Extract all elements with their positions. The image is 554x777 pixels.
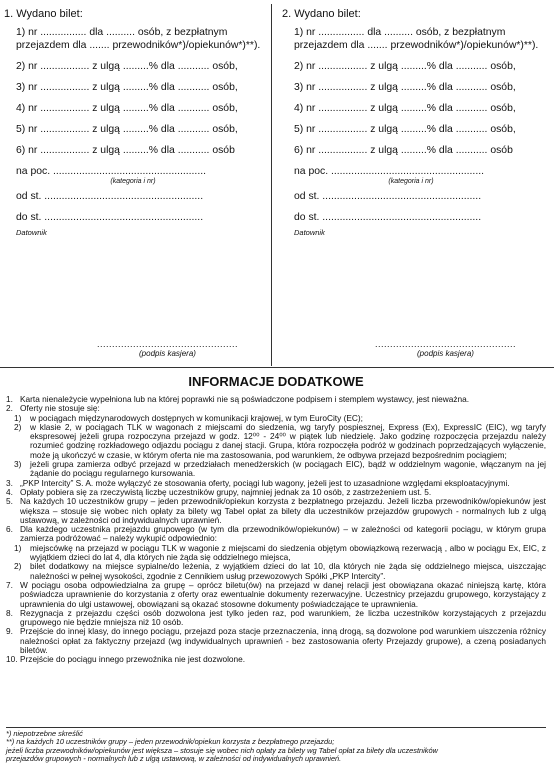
ticket-row[interactable]: 6) nr ................. z ulgą .........% dla ........... osób	[294, 145, 513, 156]
info-item	[6, 423, 546, 460]
ticket-row[interactable]: 2) nr ................. z ulgą .........% dla ........... osób,	[16, 61, 238, 72]
info-item-text: „PKP Intercity” S. A. może wyłączyć ze stosowania oferty, pociągi lub wagony, jeżeli jest to uzasadnione względami eksploatacyjnymi.	[20, 477, 510, 488]
date-stamp-label: Datownik	[294, 228, 325, 237]
info-item	[6, 655, 546, 664]
ticket-row[interactable]: 5) nr ................. z ulgą .........% dla ........... osób,	[16, 124, 238, 135]
ticket-row[interactable]: 4) nr ................. z ulgą .........% dla ........... osób,	[294, 103, 516, 114]
train-field[interactable]: na poc. .....................................................	[294, 166, 484, 177]
ticket-title: 1. Wydano bilet:	[4, 8, 83, 20]
from-station-field[interactable]: od st. .......................................................	[16, 191, 204, 202]
info-item	[6, 562, 546, 581]
section-divider	[0, 367, 554, 368]
info-item-number: 2)	[14, 421, 22, 432]
info-item-number: 2)	[14, 561, 22, 572]
train-field[interactable]: na poc. .....................................................	[16, 166, 206, 177]
ticket-section	[0, 0, 554, 368]
info-item-text: W pociągu osoba odpowiedzialna za grupę – oprócz biletu(ów) na przejazd w danej relacji jest obowiązana okazać niniejszą kartę, która poświadcza uprawnienie do korzystania z oferty oraz ewentualnie dokumenty rezerwacyjne. Uczestnicy przejazdu grupowego, korzystający z uprawnienia do ulgi ustawowej, obowiązani są okazać stosowne dokumenty poświadczające te uprawnienia.	[20, 579, 546, 609]
ticket-row[interactable]: 5) nr ................. z ulgą .........% dla ........... osób,	[294, 124, 516, 135]
info-item-number: 5.	[6, 496, 13, 507]
ticket-line1-cont[interactable]: przejazdem dla ....... przewodników*)/opiekunów*)**).	[294, 40, 539, 51]
info-item	[6, 544, 546, 563]
signature-label: (podpis kasjera)	[417, 349, 474, 358]
ticket-row[interactable]: 6) nr ................. z ulgą .........% dla ........... osób	[16, 145, 235, 156]
ticket-row[interactable]: 3) nr ................. z ulgą .........% dla ........... osób,	[16, 82, 238, 93]
info-item	[6, 627, 546, 655]
ticket-row[interactable]: 3) nr ................. z ulgą .........% dla ........... osób,	[294, 82, 516, 93]
info-item	[6, 581, 546, 609]
info-item-number: 1.	[6, 394, 13, 404]
ticket-line1-cont[interactable]: przejazdem dla ....... przewodników*)/opiekunów*)**).	[16, 40, 261, 51]
category-caption: (kategoria i nr)	[388, 178, 434, 185]
info-item-number: 7.	[6, 579, 13, 590]
footnote: jeżeli liczba przewodników/opiekunów jest większa – stosuje się wobec nich opłaty za bilety wg Tabel opłat za bilety dla uczestników	[6, 745, 438, 755]
date-stamp-label: Datownik	[16, 228, 47, 237]
footnote: *) niepotrzebne skreślić	[6, 729, 83, 738]
info-item-text: Na każdych 10 uczestników grupy – jeden przewodnik/opiekun korzysta z bezpłatnego przejazdu. Jeżeli liczba przewodników/opiekunów jest większa – stosuje się wobec nich opłaty za bilety wg Tabel opłat za bilety dla uczestników przejazdów grupowych - normalnych lub z ulgą ustawową, w zależności od indywidualnych uprawnień.	[20, 496, 546, 525]
info-item-text: Opłaty pobiera się za rzeczywistą liczbę uczestników grupy, najmniej jednak za 10 osób, z zastrzeżeniem ust. 5.	[20, 486, 432, 497]
cashier-signature	[375, 339, 516, 358]
ticket-row[interactable]: 2) nr ................. z ulgą .........% dla ........... osób,	[294, 61, 516, 72]
info-item-number: 1)	[14, 412, 22, 423]
ticket-line1[interactable]: 1) nr ................ dla .......... osób, z bezpłatnym	[16, 27, 228, 38]
ticket-line1[interactable]: 1) nr ................ dla .......... osób, z bezpłatnym	[294, 27, 506, 38]
footnote: przejazdów grupowych - normalnych lub z ulgą ustawową, w zależności od indywidualnych uprawnień.	[6, 754, 342, 764]
footnotes	[6, 727, 546, 764]
info-item-text: jeżeli grupa zamierza odbyć przejazd w przedziałach menedżerskich (w pociągach EIC), bądź w oddzielnym wagonie, włączanym na jej żądanie do pociągu regularnego kursowania.	[30, 459, 546, 479]
cashier-signature	[97, 339, 238, 358]
info-item-text: bilet dodatkowy na miejsce sypialne/do leżenia, z wyjątkiem dzieci do lat 10, dla których nie żąda się oddzielnego miejsca, uiszczając należności w pełnej wysokości, zgodnie z Cennikiem usług przewozowych Spółki „PKP Intercity”.	[30, 561, 546, 581]
ticket-title: 2. Wydano bilet:	[282, 8, 361, 20]
to-station-field[interactable]: do st. .......................................................	[294, 212, 482, 223]
ticket-left	[4, 8, 262, 364]
info-item-number: 10.	[6, 654, 18, 665]
info-item-number: 2.	[6, 403, 13, 414]
info-item-text: Oferty nie stosuje się:	[20, 403, 100, 414]
info-item-number: 1)	[14, 542, 22, 553]
additional-info	[6, 372, 546, 665]
ticket-right	[282, 8, 540, 364]
signature-line[interactable]: ...............................................	[96, 339, 238, 349]
info-heading: INFORMACJE DODATKOWE	[188, 374, 364, 389]
info-item-text: w klasie 2, w pociągach TLK w wagonach z miejscami do siedzenia, wg taryfy pospiesznej, Express (Ex), ExpressIC (EIC), wg taryfy ekspresowej jeżeli grupa rozpoczyna przejazd w godz. 12⁰⁰ - 24⁰⁰ w piątek lub niedzielę. Jako godzinę rozpoczęcia przejazdu należy rozumieć godzinę rozkładowego odjazdu pociągu z danej stacji. Grupa, która rozpoczęła podróż w godzinach poprzedzających wyłączenie, może ją ukończyć w czasie, w którym oferta nie ma zastosowania, pod warunkiem, że odbywa przejazd bezpośrednim pociągiem;	[30, 421, 546, 460]
info-item-number: 6.	[6, 524, 13, 535]
info-item-number: 3)	[14, 459, 22, 470]
info-item	[6, 460, 546, 479]
info-item	[6, 497, 546, 525]
info-item-text: miejscówkę na przejazd w pociągu TLK w wagonie z miejscami do siedzenia objętym obowiązkową rezerwacją , albo w pociągu Ex, EIC, z wyjątkiem dzieci do lat 4, dla których nie żąda się oddzielnego miejsca,	[30, 542, 546, 563]
from-station-field[interactable]: od st. .......................................................	[294, 191, 482, 202]
info-item	[6, 525, 546, 544]
footnote-rule	[6, 727, 546, 728]
info-item-text: Przejście do innej klasy, do innego pociągu, przejazd poza stacje przeznaczenia, inną drogą, są dozwolone pod warunkiem uiszczenia różnicy należności opłat za faktyczny przejazd (wg indywidualnych uprawnień - bez zastosowania oferty Przejazdy grupowe), a czeną posiadanych biletów.	[20, 626, 546, 656]
signature-label: (podpis kasjera)	[139, 349, 196, 358]
info-item-number: 9.	[6, 626, 13, 637]
info-item-number: 4.	[6, 486, 13, 497]
column-divider	[271, 4, 272, 366]
info-item-text: Dla każdego uczestnika przejazdu grupowego (w tym dla przewodników/opiekunów) – w zależności od kategorii pociągu, w którym grupa zamierza podróżować – należy wykupić odpowiednio:	[20, 524, 546, 544]
info-item	[6, 609, 546, 628]
category-caption: (kategoria i nr)	[110, 178, 156, 185]
info-item-number: 8.	[6, 607, 13, 618]
info-item-text: Przejście do pociągu innego przewoźnika nie jest dozwolone.	[20, 654, 246, 665]
info-item-number: 3.	[6, 477, 13, 488]
info-item-text: Karta nienależycie wypełniona lub na której poprawki nie są poświadczone podpisem i stemplem wystawcy, jest nieważna.	[20, 394, 470, 404]
info-item-text: w pociągach międzynarodowych dostępnych w komunikacji krajowej, w tym EuroCity (EC);	[30, 412, 363, 423]
info-item-text: Rezygnacja z przejazdu części osób dozwolona jest tylko jeden raz, pod warunkiem, że liczba uczestników korzystających z przejazdu grupowego nie będzie mniejsza niż 10 osób.	[20, 607, 546, 628]
ticket-row[interactable]: 4) nr ................. z ulgą .........% dla ........... osób,	[16, 103, 238, 114]
footnote: **) na każdych 10 uczestników grupy – jeden przewodnik/opiekun korzysta z bezpłatnego przejazdu;	[6, 737, 335, 747]
info-list	[6, 395, 546, 665]
signature-line[interactable]: ...............................................	[374, 339, 516, 349]
to-station-field[interactable]: do st. .......................................................	[16, 212, 204, 223]
